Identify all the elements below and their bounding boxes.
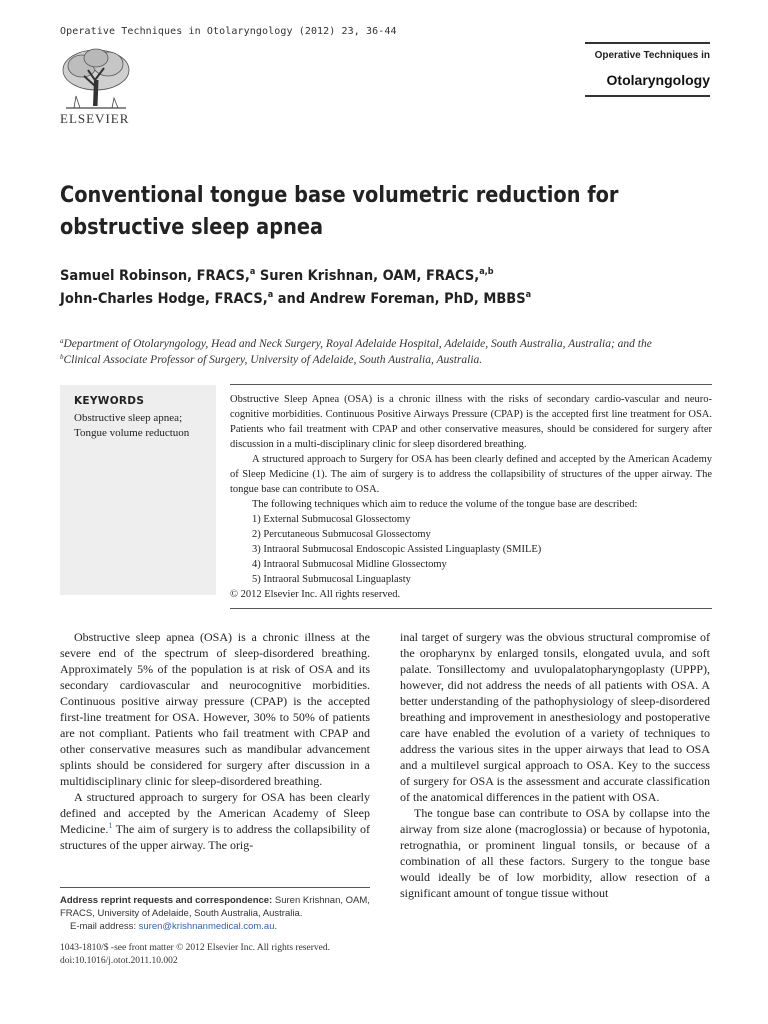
doi-line[interactable]: doi:10.1016/j.otot.2011.10.002 <box>60 956 178 966</box>
correspondence-footnote: Address reprint requests and correspondence: Suren Krishnan, OAM, FRACS, University of Adelaide, South Australia, Australia. E-mail address: suren@krishnanmedical.com.au. <box>60 887 370 933</box>
abstract <box>230 384 712 609</box>
author-affil-sup: a <box>267 290 274 300</box>
abstract-paragraph: The following techniques which aim to reduce the volume of the tongue base are described: <box>252 499 638 510</box>
footnote-label: Address reprint requests and correspondence: <box>60 895 273 906</box>
author-name: John-Charles Hodge, FRACS, <box>60 291 268 307</box>
keyword-item: Obstructive sleep apnea; <box>74 412 183 424</box>
technique-item: 3) Intraoral Submucosal Endoscopic Assisted Linguaplasty (SMILE) <box>252 544 542 555</box>
affiliations <box>60 336 720 368</box>
body-paragraph: A structured approach to surgery for OSA has been clearly defined and accepted by the American Academy of Sleep Medicine.$^1$ The aim of surgery is to address the collapsibility of structures of the upper airway. The orig- <box>60 790 370 852</box>
body-paragraph: inal target of surgery was the obvious structural compromise of the oropharynx by enlarged tonsils, elongated uvula, and soft palate. Tonsillectomy and uvulopalatopharyngoplasty (UPPP), however, did not address the needs of all patients with OSA. A better understanding of the pathophysiology of sleep-disordered breathing and improvement in anesthesiology and postoperative care have enabled the evolution of a variety of techniques to address the various sites in the upper airways that lead to OSA and a multilevel surgical approach to OSA. Key to the success of surgery for OSA is the assessment and accurate classification of the anatomical differences in the patient with OSA. <box>400 630 710 804</box>
keywords-heading: KEYWORDS <box>74 395 145 407</box>
author-affil-sup: a <box>249 267 256 277</box>
author-affil-sup: a,b <box>479 267 494 277</box>
keywords-box <box>60 385 216 595</box>
body-column-right <box>400 629 710 901</box>
body-column-left <box>60 629 370 853</box>
email-link[interactable]: suren@krishnanmedical.com.au <box>138 921 275 932</box>
technique-item: 1) External Submucosal Glossectomy <box>252 514 411 525</box>
affiliation: $^b$Clinical Associate Professor of Surgery, University of Adelaide, South Australia, Australia. <box>60 353 483 366</box>
abstract-paragraph: Obstructive Sleep Apnea (OSA) is a chronic illness with the risks of secondary cardio-vascular and neuro-cognitive morbidities. Continuous Positive Airways Pressure (CPAP) is the accepted first line treatment for OSA. Patients who fail treatment with CPAP and other conservative measures, should be considered for surgery after discussion in a multi-disciplinary clinic for sleep disordered breathing. <box>230 394 712 450</box>
author-name: Samuel Robinson, FRACS, <box>60 268 250 284</box>
body-paragraph: Obstructive sleep apnea (OSA) is a chronic illness at the severe end of the spectrum of sleep-disordered breathing. Approximately 5% of the population is at risk of OSA and its secondary cardiovascular and neurocognitive morbidities. Continuous positive airway pressure (CPAP) is the accepted first-line treatment for OSA. However, 30% to 50% of patients are not compliant. Patients who fail treatment with CPAP and other conservative measures such as mandibular advancement splints should be considered for surgery after discussion in a multidisciplinary clinic for sleep-disordered breathing. <box>60 630 370 788</box>
journal-citation: Operative Techniques in Otolaryngology (2012) 23, 36-44 <box>60 26 397 37</box>
abstract-copyright: © 2012 Elsevier Inc. All rights reserved. <box>230 589 401 600</box>
author-name: Suren Krishnan, OAM, FRACS, <box>259 268 480 284</box>
abstract-paragraph: A structured approach to Surgery for OSA has been clearly defined and accepted by the American Academy of Sleep Medicine (1). The aim of surgery is to address the collapsibility of structures of the upper airway. The tongue base can contribute to OSA. <box>230 454 712 495</box>
issn-line: 1043-1810/$ -see front matter © 2012 Elsevier Inc. All rights reserved. <box>60 943 330 953</box>
journal-name: Otolaryngology <box>606 72 710 88</box>
legal-info <box>60 942 380 968</box>
keyword-item: Tongue volume reductuon <box>74 427 190 439</box>
keywords-list <box>74 411 202 441</box>
journal-prefix: Operative Techniques in <box>594 50 710 61</box>
affiliation: $^a$Department of Otolaryngology, Head and Neck Surgery, Royal Adelaide Hospital, Adelaide, South Australia, Australia; and the <box>60 337 652 350</box>
author-list: Samuel Robinson, FRACS,$^a$ Suren Krishnan, OAM, FRACS,$^{a,b}$ John-Charles Hodge, FRACS,$^a$ and Andrew Foreman, PhD, MBBS$^a$ <box>60 267 532 307</box>
body-paragraph: The tongue base can contribute to OSA by collapse into the airway from size alone (macroglossia) or because of hypotonia, retrognathia, or prominent lingual tonsils, or because of a combination of all these factors. Surgery to the tongue base would ideally be of low morbidity, allow resection of a significant amount of tongue tissue without <box>400 806 710 900</box>
author-name: Andrew Foreman, PhD, MBBS <box>309 291 526 307</box>
publisher-name: ELSEVIER <box>60 111 130 126</box>
technique-item: 2) Percutaneous Submucosal Glossectomy <box>252 529 431 540</box>
technique-item: 4) Intraoral Submucosal Midline Glossectomy <box>252 559 447 570</box>
citation-ref-link[interactable]: 1 <box>108 821 113 830</box>
journal-masthead <box>585 42 710 97</box>
author-affil-sup: a <box>525 290 532 300</box>
technique-item: 5) Intraoral Submucosal Linguaplasty <box>252 574 411 585</box>
article-title: Conventional tongue base volumetric reduction for obstructive sleep apnea <box>60 183 619 240</box>
